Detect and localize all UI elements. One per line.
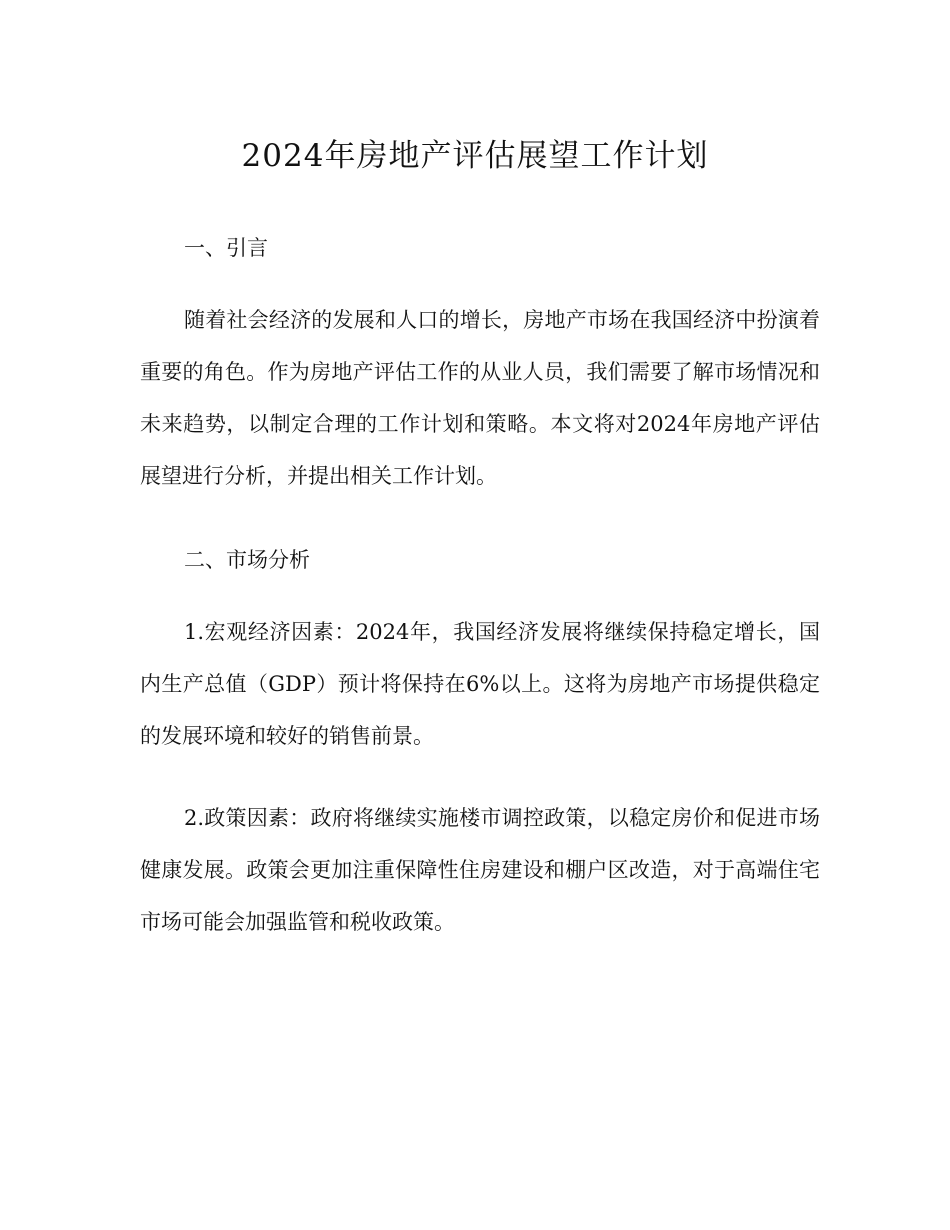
paragraph-policy-factors: 2.政策因素：政府将继续实施楼市调控政策，以稳定房价和促进市场健康发展。政策会更加注重保障性住房建设和棚户区改造，对于高端住宅市场可能会加强监管和税收政策。 <box>140 806 820 934</box>
section-heading-introduction: 一、引言 <box>184 236 268 260</box>
document-title: 2024年房地产评估展望工作计划 <box>241 138 709 174</box>
section-heading-market-analysis: 二、市场分析 <box>184 548 310 572</box>
paragraph-introduction: 随着社会经济的发展和人口的增长，房地产市场在我国经济中扮演着重要的角色。作为房地产评估工作的从业人员，我们需要了解市场情况和未来趋势，以制定合理的工作计划和策略。本文将对2024年房地产评估展望进行分析，并提出相关工作计划。 <box>140 308 820 488</box>
paragraph-macroeconomic-factors: 1.宏观经济因素：2024年，我国经济发展将继续保持稳定增长，国内生产总值（GDP）预计将保持在6%以上。这将为房地产市场提供稳定的发展环境和较好的销售前景。 <box>140 620 820 748</box>
